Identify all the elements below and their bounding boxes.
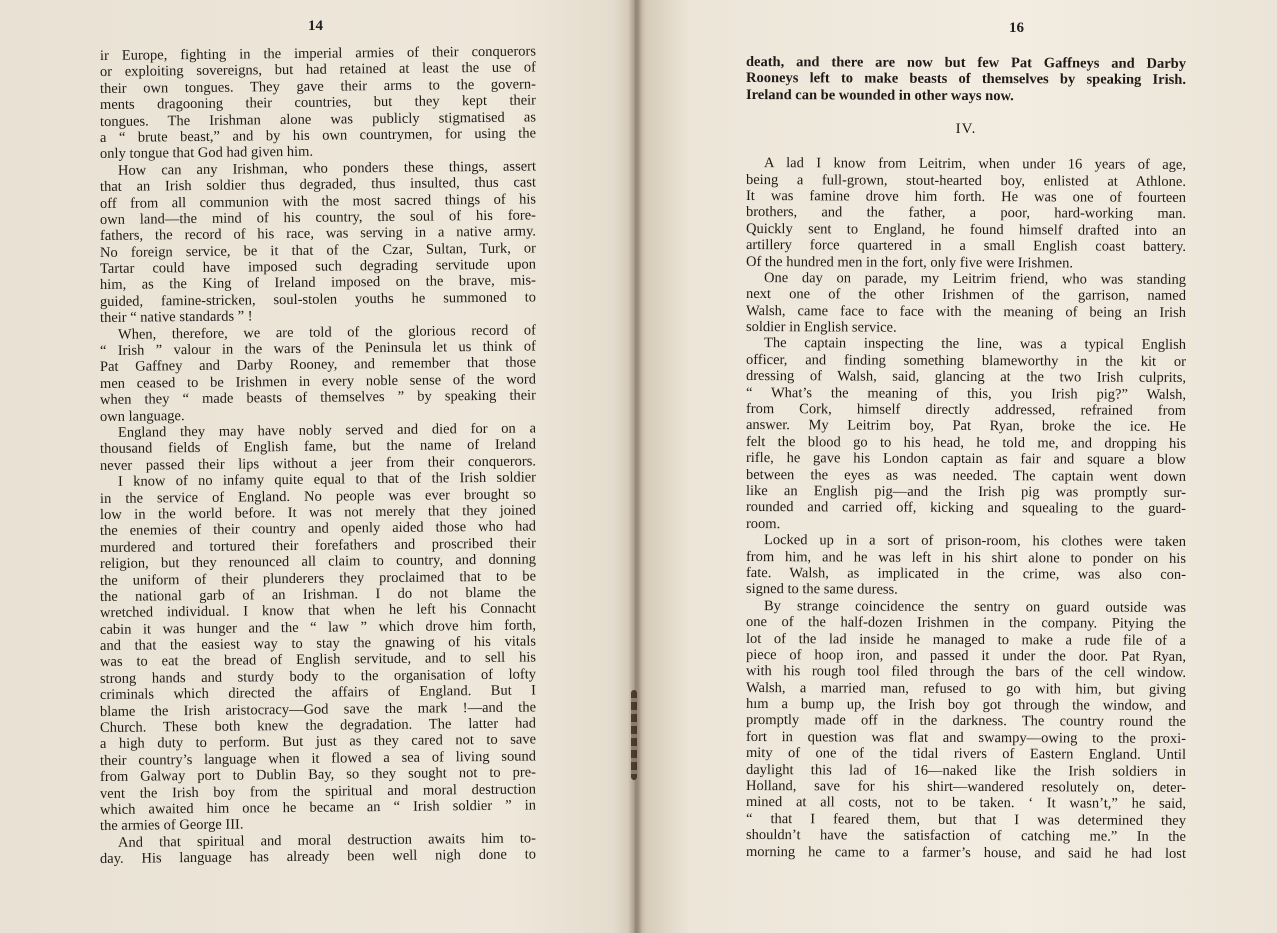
text-line: being a full-grown, stout-hearted boy, enlisted at Athlone.	[745, 171, 1187, 190]
text-line: from Galway port to Dublin Bay, so they sought not to pre-	[99, 764, 537, 786]
left-page	[0, 0, 636, 933]
text-line: thousand fields of English fame, but the name of Ireland	[99, 436, 537, 458]
text-line: One day on parade, my Leitrim friend, who was standing	[763, 269, 1187, 288]
text-line: soldier in English service.	[745, 319, 897, 336]
text-line: I know of no infamy quite equal to that of the Irish soldier	[117, 469, 537, 490]
text-line: shouldn’t have the satisfaction of catching me.” In the	[745, 827, 1187, 846]
text-line: cabin it was hunger and the “ law ” which drove him forth,	[99, 617, 537, 638]
text-line: rifle, he gave his London captain as fair and square a blow	[745, 450, 1187, 469]
text-line: fort in question was flat and swampy—owing to the proxi-	[745, 728, 1187, 747]
text-line: brothers, and the father, a poor, hard-working man.	[745, 204, 1187, 223]
text-line: a “ brute beast,” and by his own countrymen, for using the	[99, 125, 537, 146]
text-line: artillery force quartered in a small English coast battery.	[745, 237, 1187, 256]
text-line: death, and there are now but few Pat Gaffneys and Darby	[745, 54, 1187, 72]
text-line: tongues. The Irishman alone was publicly stigmatised as	[99, 108, 537, 130]
text-line: officer, and finding something blameworthy in the kit or	[745, 351, 1187, 370]
text-line: murdered and tortured their forefathers and proscribed their	[99, 535, 537, 556]
text-line: daylight this lad of 16—naked like the Irish soldiers in	[745, 761, 1187, 780]
text-line: fathers, the record of his race, was serving in a native army.	[99, 223, 537, 245]
text-line: men ceased to be Irishmen in every noble sense of the word	[99, 371, 537, 392]
text-line: rounded and carried off, kicking and squealing to the guard-	[745, 499, 1187, 518]
text-line: hım a bump up, the Irish boy got through the window, and	[745, 696, 1187, 714]
text-line: A lad I know from Leitrim, when under 16 years of age,	[763, 155, 1187, 174]
text-line: Rooneys left to make beasts of themselves by speaking Irish.	[745, 70, 1187, 89]
text-line: promptly made off in the darkness. The country round the	[745, 712, 1187, 731]
text-line: strong hands and sturdy body to the organisation of lofty	[99, 666, 537, 687]
text-line: or exploiting sovereigns, but had retained at least the use of	[99, 59, 537, 81]
text-line: own language.	[99, 407, 185, 425]
text-line: No foreign service, be it that of the Czar, Sultan, Turk, or	[99, 240, 537, 261]
text-line: lot of the lad inside he managed to make a rude file of a	[745, 630, 1187, 649]
page-number: 14	[308, 18, 323, 34]
text-line: ir Europe, fighting in the imperial armies of their conquerors	[99, 43, 537, 64]
text-line: him, as the King of Ireland imposed on the brave, mis-	[99, 272, 537, 294]
text-line: blame the Irish aristocracy—God save the mark !—and the	[99, 699, 537, 720]
text-line: fate. Walsh, as implicated in the crime, was also con-	[745, 564, 1187, 583]
text-line: Walsh, a married man, refused to go with him, but giving	[745, 679, 1187, 698]
text-line: “ Irish ” valour in the wars of the Peninsula let us think of	[99, 338, 537, 360]
text-line: the national garb of an Irishman. I do not blame the	[99, 584, 537, 605]
text-line: Tartar could have imposed such degrading servitude upon	[99, 256, 537, 278]
text-line: criminals which directed the affairs of England. But I	[99, 682, 537, 704]
text-line: the armies of George III.	[99, 816, 244, 835]
text-line: with his rough tool filed through the bars of the cell window.	[745, 663, 1187, 682]
text-line: Of the hundred men in the fort, only five were Irishmen.	[745, 253, 1074, 271]
text-line: in the service of England. No people was ever brought so	[99, 485, 537, 507]
text-line: piece of hoop iron, and passed it under the door. Pat Ryan,	[745, 646, 1187, 665]
text-line: Quickly sent to England, he found himself drafted into an	[745, 220, 1187, 239]
text-line: Pat Gaffney and Darby Rooney, and remember that those	[99, 354, 537, 376]
text-line: guided, famine-stricken, soul-stolen youths he summoned to	[99, 289, 537, 310]
text-line: England they may have nobly served and died for on a	[117, 420, 537, 441]
text-line: which awaited him once he became an “ Irish soldier ” in	[99, 797, 537, 818]
text-line: room.	[745, 515, 781, 532]
text-line: answer. My Leitrim boy, Pat Ryan, broke the ice. He	[745, 417, 1187, 436]
text-line: It was famine drove him forth. He was one of fourteen	[745, 187, 1187, 206]
text-line: Walsh, came face to face with the meaning of being an Irish	[745, 302, 1187, 321]
text-line: was to eat the bread of English servitude, and to sell his	[99, 649, 537, 671]
text-line: when they “ made beasts of themselves ” by speaking their	[99, 387, 537, 409]
text-line: “ that I feared them, but that I was determined they	[745, 810, 1187, 829]
text-line: And that spiritual and moral destruction awaits him to-	[117, 830, 537, 851]
text-line: only tongue that God had given him.	[99, 144, 314, 163]
text-line: signed to the same duress.	[745, 581, 898, 598]
text-line: the enemies of their country and openly aided those who had	[99, 518, 537, 540]
text-line: Church. These both knew the degradation. The latter had	[99, 715, 537, 737]
text-line: dressing of Walsh, said, glancing at the two Irish culprits,	[745, 368, 1187, 387]
text-line: next one of the other Irishmen of the garrison, named	[745, 286, 1187, 305]
text-line: day. His language has already been well nigh done to	[99, 846, 537, 868]
text-line: low in the world before. It was not merely that they joined	[99, 502, 537, 523]
text-line: ments dragooning their countries, but they kept their	[99, 92, 537, 114]
text-line: their “ native standards ” !	[99, 308, 253, 327]
text-line: When, therefore, we are told of the glorious record of	[117, 322, 537, 343]
text-line: from Cork, himself directly addressed, refrained from	[745, 401, 1187, 419]
text-line: “ What’s the meaning of this, you Irish pig?” Walsh,	[745, 384, 1187, 403]
text-line: off from all communion with the most sacred things of his	[99, 190, 537, 212]
text-line: the uniform of their plunderers they proclaimed that to be	[99, 567, 537, 589]
text-line: mined at all costs, not to be taken. ‘ It wasn’t,” he said,	[745, 794, 1187, 813]
text-line: that an Irish soldier thus degraded, thus insulted, thus cast	[99, 174, 537, 196]
text-line: Holland, save for his shirt—wandered resolutely on, deter-	[745, 778, 1187, 796]
page-number: 16	[1009, 20, 1024, 36]
text-line: Locked up in a sort of prison-room, his clothes were taken	[763, 532, 1187, 551]
text-line: their country’s language when it flowed a sea of living sound	[99, 748, 537, 769]
section-heading: IV.	[955, 121, 977, 138]
book-gutter	[628, 0, 642, 933]
text-line: mity of one of the tidal rivers of Eastern England. Until	[745, 745, 1187, 764]
text-line: Ireland can be wounded in other ways now.	[745, 86, 1014, 104]
right-page-text	[746, 54, 1186, 860]
text-line: and that the easiest way to stay the gnawing of his vitals	[99, 633, 537, 655]
right-page	[641, 0, 1277, 933]
text-line: religion, but they renounced all claim to country, and donning	[99, 551, 537, 573]
text-line: vent the Irish boy from the spiritual and moral destruction	[99, 781, 537, 802]
text-line: own land—the mind of his country, the soul of his fore-	[99, 207, 537, 228]
text-line: never passed their lips without a jeer from their conquerors.	[99, 453, 537, 474]
text-line: wretched individual. I know that when he left his Connacht	[99, 600, 537, 622]
text-line: By strange coincidence the sentry on guard outside was	[763, 597, 1187, 616]
text-line: from him, and he was left in his shirt alone to ponder on his	[745, 548, 1187, 567]
text-line: felt the blood go to his head, he told me, and dropping his	[745, 433, 1187, 452]
text-line: between the eyes as was needed. The captain went down	[745, 466, 1187, 485]
text-line: How can any Irishman, who ponders these things, assert	[117, 158, 537, 179]
text-line: morning he came to a farmer’s house, and said he had lost	[745, 843, 1187, 862]
text-line: a high duty to perform. But just as they cared not to save	[99, 731, 537, 753]
text-line: one of the half-dozen Irishmen in the company. Pitying the	[745, 614, 1187, 633]
text-line: The captain inspecting the line, was a typical English	[763, 335, 1187, 354]
left-page-text	[99, 43, 537, 868]
text-line: their own tongues. They gave their arms to the govern-	[99, 76, 537, 97]
text-line: like an English pig—and the Irish pig was promptly sur-	[745, 482, 1187, 501]
binding-stitch	[631, 690, 637, 780]
